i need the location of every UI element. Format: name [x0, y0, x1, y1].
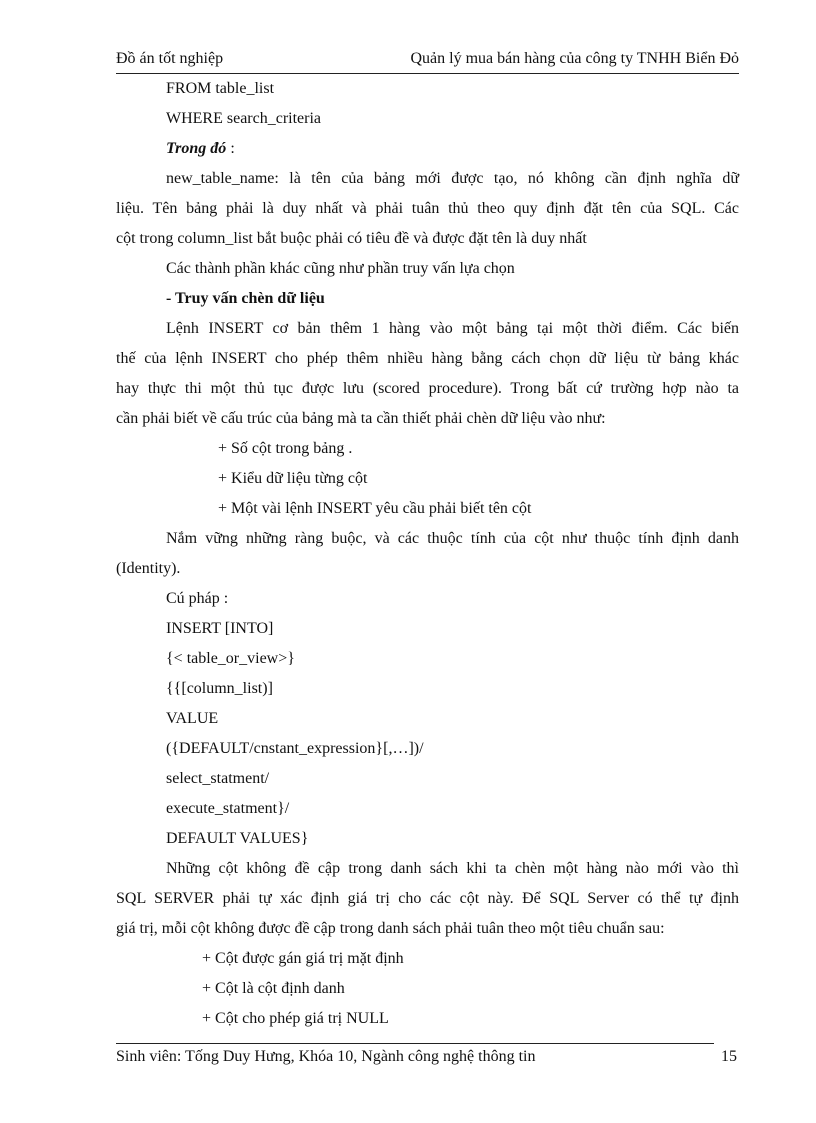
paragraph-line: thế của lệnh INSERT cho phép thêm nhiều hàng bằng cách chọn dữ liệu từ bảng khác [116, 350, 739, 367]
syntax-line: {< table_or_view>} [166, 650, 295, 667]
paragraph-line: Các thành phần khác cũng như phần truy vấn lựa chọn [166, 260, 515, 277]
paragraph-line: hay thực thi một thủ tục được lưu (scored procedure). Trong bất cứ trường hợp nào ta [116, 380, 739, 397]
page-header [116, 49, 739, 74]
bullet-item: + Cột là cột định danh [202, 980, 345, 997]
paragraph-line: cần phải biết về cấu trúc của bảng mà ta cần thiết phải chèn dữ liệu vào như: [116, 410, 606, 427]
footer-rule [116, 1043, 714, 1044]
bullet-item: + Một vài lệnh INSERT yêu cầu phải biết tên cột [218, 500, 532, 517]
section-heading: - Truy vấn chèn dữ liệu [166, 290, 325, 307]
syntax-line: select_statment/ [166, 770, 270, 787]
paragraph-line: Những cột không đề cập trong danh sách khi ta chèn một hàng nào mới vào thì [166, 860, 739, 877]
bullet-item: + Kiểu dữ liệu từng cột [218, 470, 368, 487]
paragraph-line: (Identity). [116, 560, 181, 577]
paragraph-line: giá trị, mỗi cột không được đề cập trong danh sách phải tuân theo một tiêu chuẩn sau: [116, 920, 665, 937]
syntax-line: ({DEFAULT/cnstant_expression}[,…])/ [166, 740, 424, 757]
bullet-item: + Số cột trong bảng . [218, 440, 353, 457]
paragraph-line: liệu. Tên bảng phải là duy nhất và phải tuân thủ theo quy định đặt tên của SQL. Các [116, 200, 739, 217]
syntax-line: WHERE search_criteria [166, 110, 322, 127]
paragraph-line: SQL SERVER phải tự xác định giá trị cho các cột này. Để SQL Server có thể tự định [116, 890, 739, 907]
bullet-item: + Cột được gán giá trị mặt định [202, 950, 404, 967]
trong-do-text: Trong đó [166, 140, 227, 157]
syntax-line: DEFAULT VALUES} [166, 830, 309, 847]
syntax-label: Cú pháp : [166, 590, 229, 607]
paragraph-line: cột trong column_list bắt buộc phải có tiêu đề và được đặt tên là duy nhất [116, 230, 587, 247]
syntax-line: FROM table_list [166, 80, 275, 97]
header-right: Quản lý mua bán hàng của công ty TNHH Biển Đỏ [410, 50, 739, 67]
footer-text: Sinh viên: Tống Duy Hưng, Khóa 10, Ngành công nghệ thông tin [116, 1048, 536, 1065]
trong-do-label [116, 134, 739, 164]
paragraph-line: new_table_name: là tên của bảng mới được tạo, nó không cần định nghĩa dữ [166, 170, 739, 187]
document-body [116, 74, 739, 1034]
bullet-item: + Cột cho phép giá trị NULL [202, 1010, 389, 1027]
trong-do-colon: : [226, 140, 235, 157]
syntax-line: INSERT [INTO] [166, 620, 274, 637]
paragraph-line: Lệnh INSERT cơ bản thêm 1 hàng vào một bảng tại một thời điểm. Các biến [166, 320, 739, 337]
page-number: 15 [721, 1048, 737, 1065]
paragraph-line: Nắm vững những ràng buộc, và các thuộc tính của cột như thuộc tính định danh [166, 530, 739, 547]
syntax-line: execute_statment}/ [166, 800, 290, 817]
syntax-line: VALUE [166, 710, 219, 727]
header-left: Đồ án tốt nghiệp [116, 50, 224, 67]
syntax-line: {{[column_list)] [166, 680, 273, 697]
